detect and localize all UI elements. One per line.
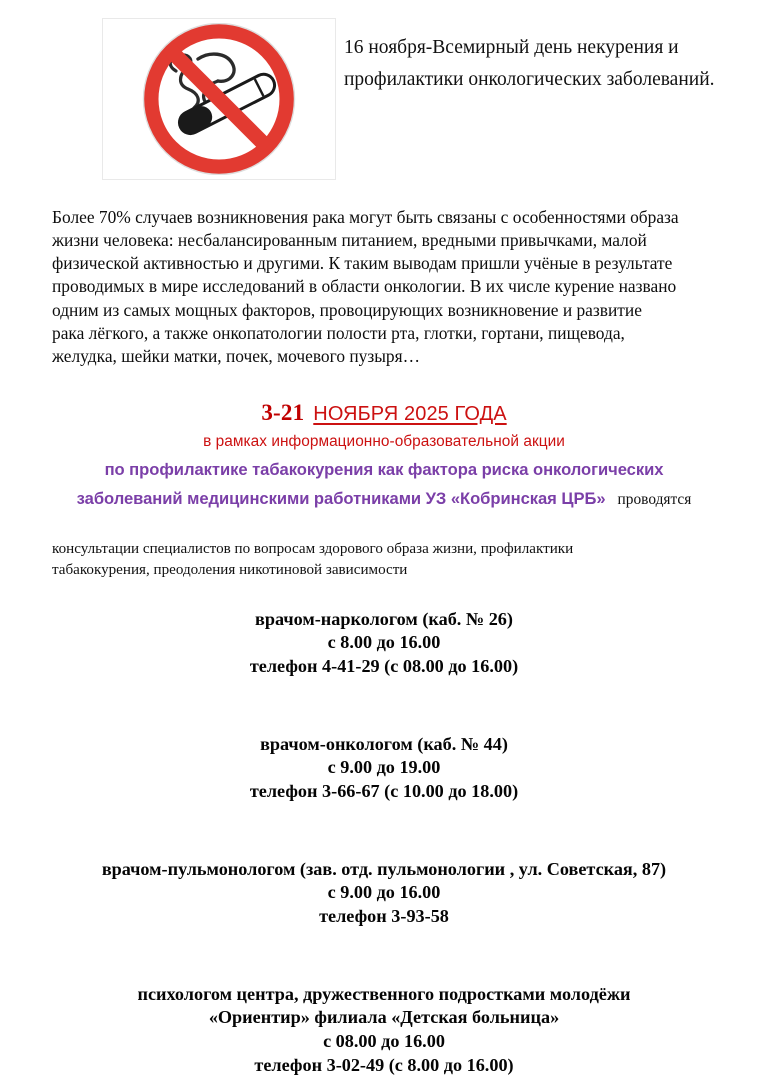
specialist-block-oncologist	[0, 733, 768, 804]
intro-line: Более 70% случаев возникновения рака могут быть связаны с особенностями образа	[52, 207, 679, 227]
intro-line: проводимых в мире исследований в области онкологии. В их числе курение названо	[52, 276, 677, 297]
campaign-purpose-line-2	[0, 489, 768, 509]
specialist-location: «Ориентир» филиала «Детская больница»	[208, 1007, 560, 1028]
specialist-phone: телефон 3-66-67 (с 10.00 до 18.00)	[249, 781, 519, 802]
campaign-purpose-line-1: по профилактике табакокурения как фактора риска онкологических	[104, 459, 664, 479]
campaign-date-line	[0, 401, 768, 424]
campaign-verb: проводятся	[617, 490, 692, 508]
specialist-hours: с 9.00 до 19.00	[327, 757, 441, 778]
campaign-organization: заболеваний медицинскими работниками УЗ «Кобринская ЦРБ»	[76, 488, 606, 508]
document-header	[0, 0, 768, 180]
intro-line: одним из самых мощных факторов, провоцирующих возникновение и развитие	[52, 299, 642, 320]
specialist-block-narcologist	[0, 608, 768, 679]
specialist-phone: телефон 3-93-58	[319, 906, 449, 927]
services-line: табакокурения, преодоления никотиновой зависимости	[52, 562, 408, 579]
intro-line: рака лёгкого, а также онкопатологии полости рта, глотки, гортани, пищевода,	[52, 322, 625, 343]
specialist-list	[0, 608, 768, 1078]
specialist-role: врачом-наркологом (каб. № 26)	[255, 608, 513, 629]
campaign-date-month-year: НОЯБРЯ 2025 ГОДА	[313, 402, 507, 425]
intro-line: желудка, шейки матки, почек, мочевого пузыря…	[52, 345, 421, 366]
specialist-hours: с 8.00 до 16.00	[327, 632, 441, 653]
specialist-phone: телефон 3-02-49 (с 8.00 до 16.00)	[254, 1054, 514, 1075]
campaign-subtitle: в рамках информационно-образовательной акции	[203, 432, 565, 450]
services-line: консультации специалистов по вопросам здорового образа жизни, профилактики	[52, 540, 574, 557]
page-title: 16 ноября-Всемирный день некурения и профилактики онкологических заболеваний.	[344, 37, 715, 90]
no-smoking-icon	[114, 23, 324, 175]
no-smoking-sign-image	[102, 18, 336, 180]
intro-line: физической активностью и другими. К таким выводам пришли учёные в результате	[52, 253, 673, 274]
specialist-role: психологом центра, дружественного подростками молодёжи	[137, 983, 631, 1004]
specialist-hours: с 08.00 до 16.00	[323, 1031, 445, 1052]
services-paragraph	[52, 539, 718, 582]
specialist-phone: телефон 4-41-29 (с 08.00 до 16.00)	[249, 656, 519, 677]
specialist-block-pulmonologist	[0, 858, 768, 929]
specialist-hours: с 9.00 до 16.00	[327, 882, 441, 903]
specialist-block-psychologist	[0, 983, 768, 1078]
specialist-role: врачом-пульмонологом (зав. отд. пульмонологии , ул. Советская, 87)	[101, 858, 667, 879]
intro-paragraph	[52, 206, 718, 368]
campaign-date-range: 3-21	[261, 399, 305, 425]
campaign-announcement	[0, 401, 768, 509]
intro-line: жизни человека: несбалансированным питанием, вредными привычками, малой	[52, 230, 647, 251]
specialist-role: врачом-онкологом (каб. № 44)	[260, 733, 508, 754]
